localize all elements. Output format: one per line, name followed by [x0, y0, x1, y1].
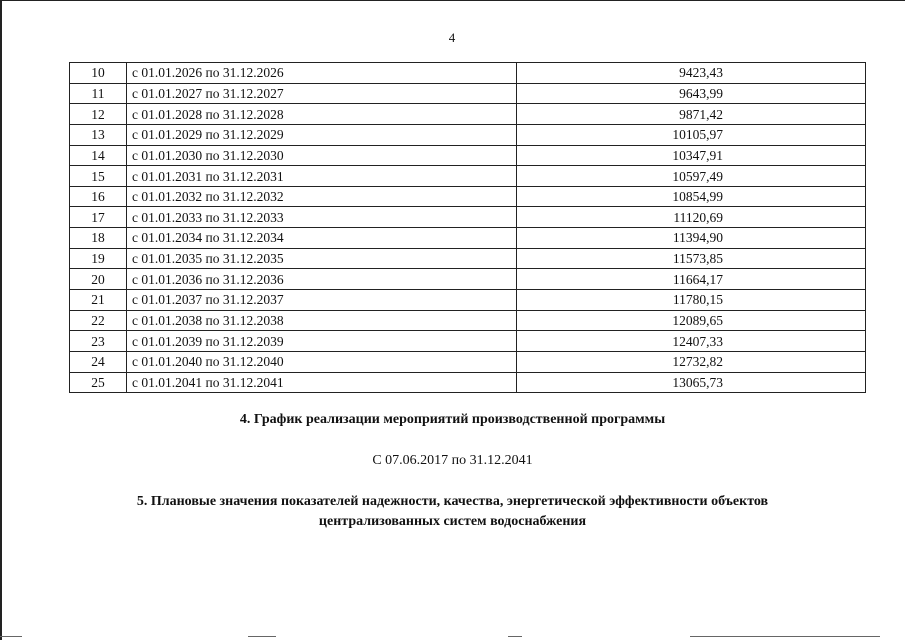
table-row [70, 207, 866, 228]
row-period-cell: с 01.01.2027 по 31.12.2027 [127, 83, 517, 104]
row-number-cell: 16 [70, 186, 127, 207]
row-value-cell: 12407,33 [517, 331, 866, 352]
page-number: 4 [448, 30, 456, 45]
row-value-cell: 11573,85 [517, 248, 866, 269]
row-period-cell: с 01.01.2034 по 31.12.2034 [127, 228, 517, 249]
row-value-cell: 11664,17 [517, 269, 866, 290]
row-value-cell: 12089,65 [517, 310, 866, 331]
row-number-cell: 18 [70, 228, 127, 249]
table-row [70, 166, 866, 187]
row-period-cell: с 01.01.2038 по 31.12.2038 [127, 310, 517, 331]
section-5-heading-line-1: 5. Плановые значения показателей надежности, качества, энергетической эффективности объектов [136, 494, 769, 509]
row-period-cell: с 01.01.2032 по 31.12.2032 [127, 186, 517, 207]
footer-scan-mark [690, 636, 880, 637]
row-value-cell: 11120,69 [517, 207, 866, 228]
row-period-cell: с 01.01.2026 по 31.12.2026 [127, 63, 517, 84]
row-number-cell: 19 [70, 248, 127, 269]
footer-scan-mark [508, 636, 522, 637]
table-row [70, 248, 866, 269]
row-period-cell: с 01.01.2037 по 31.12.2037 [127, 290, 517, 311]
row-period-cell: с 01.01.2036 по 31.12.2036 [127, 269, 517, 290]
row-value-cell: 10597,49 [517, 166, 866, 187]
table-row [70, 186, 866, 207]
row-number-cell: 22 [70, 310, 127, 331]
table-row [70, 310, 866, 331]
page-border-left [0, 0, 2, 640]
row-number-cell: 17 [70, 207, 127, 228]
tariff-table [69, 62, 866, 393]
footer-scan-mark [248, 636, 276, 637]
row-period-cell: с 01.01.2035 по 31.12.2035 [127, 248, 517, 269]
row-number-cell: 12 [70, 104, 127, 125]
row-number-cell: 10 [70, 63, 127, 84]
row-period-cell: с 01.01.2028 по 31.12.2028 [127, 104, 517, 125]
table-row [70, 83, 866, 104]
row-value-cell: 11394,90 [517, 228, 866, 249]
footer-scan-mark [0, 636, 22, 637]
row-value-cell: 9423,43 [517, 63, 866, 84]
table-row [70, 269, 866, 290]
row-value-cell: 13065,73 [517, 372, 866, 393]
row-number-cell: 23 [70, 331, 127, 352]
row-number-cell: 13 [70, 124, 127, 145]
section-5-heading [0, 492, 905, 532]
row-period-cell: с 01.01.2031 по 31.12.2031 [127, 166, 517, 187]
row-period-cell: с 01.01.2030 по 31.12.2030 [127, 145, 517, 166]
row-number-cell: 25 [70, 372, 127, 393]
row-value-cell: 9643,99 [517, 83, 866, 104]
row-value-cell: 11780,15 [517, 290, 866, 311]
row-period-cell: с 01.01.2041 по 31.12.2041 [127, 372, 517, 393]
section-4-heading: 4. График реализации мероприятий производственной программы [239, 412, 666, 427]
row-value-cell: 9871,42 [517, 104, 866, 125]
table-row [70, 331, 866, 352]
row-number-cell: 11 [70, 83, 127, 104]
table-row [70, 145, 866, 166]
row-number-cell: 21 [70, 290, 127, 311]
table-row [70, 63, 866, 84]
section-5-heading-line-2: централизованных систем водоснабжения [318, 514, 587, 529]
row-value-cell: 10854,99 [517, 186, 866, 207]
table-row [70, 104, 866, 125]
page-border-top [0, 0, 905, 1]
table-row [70, 351, 866, 372]
row-value-cell: 10347,91 [517, 145, 866, 166]
table-row [70, 290, 866, 311]
row-period-cell: с 01.01.2029 по 31.12.2029 [127, 124, 517, 145]
table-row [70, 124, 866, 145]
table-row [70, 372, 866, 393]
row-value-cell: 12732,82 [517, 351, 866, 372]
row-number-cell: 14 [70, 145, 127, 166]
table-row [70, 228, 866, 249]
section-4-period: С 07.06.2017 по 31.12.2041 [372, 453, 533, 468]
row-value-cell: 10105,97 [517, 124, 866, 145]
row-period-cell: с 01.01.2033 по 31.12.2033 [127, 207, 517, 228]
row-period-cell: с 01.01.2039 по 31.12.2039 [127, 331, 517, 352]
row-period-cell: с 01.01.2040 по 31.12.2040 [127, 351, 517, 372]
row-number-cell: 20 [70, 269, 127, 290]
row-number-cell: 15 [70, 166, 127, 187]
tariff-table-body [70, 63, 866, 393]
row-number-cell: 24 [70, 351, 127, 372]
